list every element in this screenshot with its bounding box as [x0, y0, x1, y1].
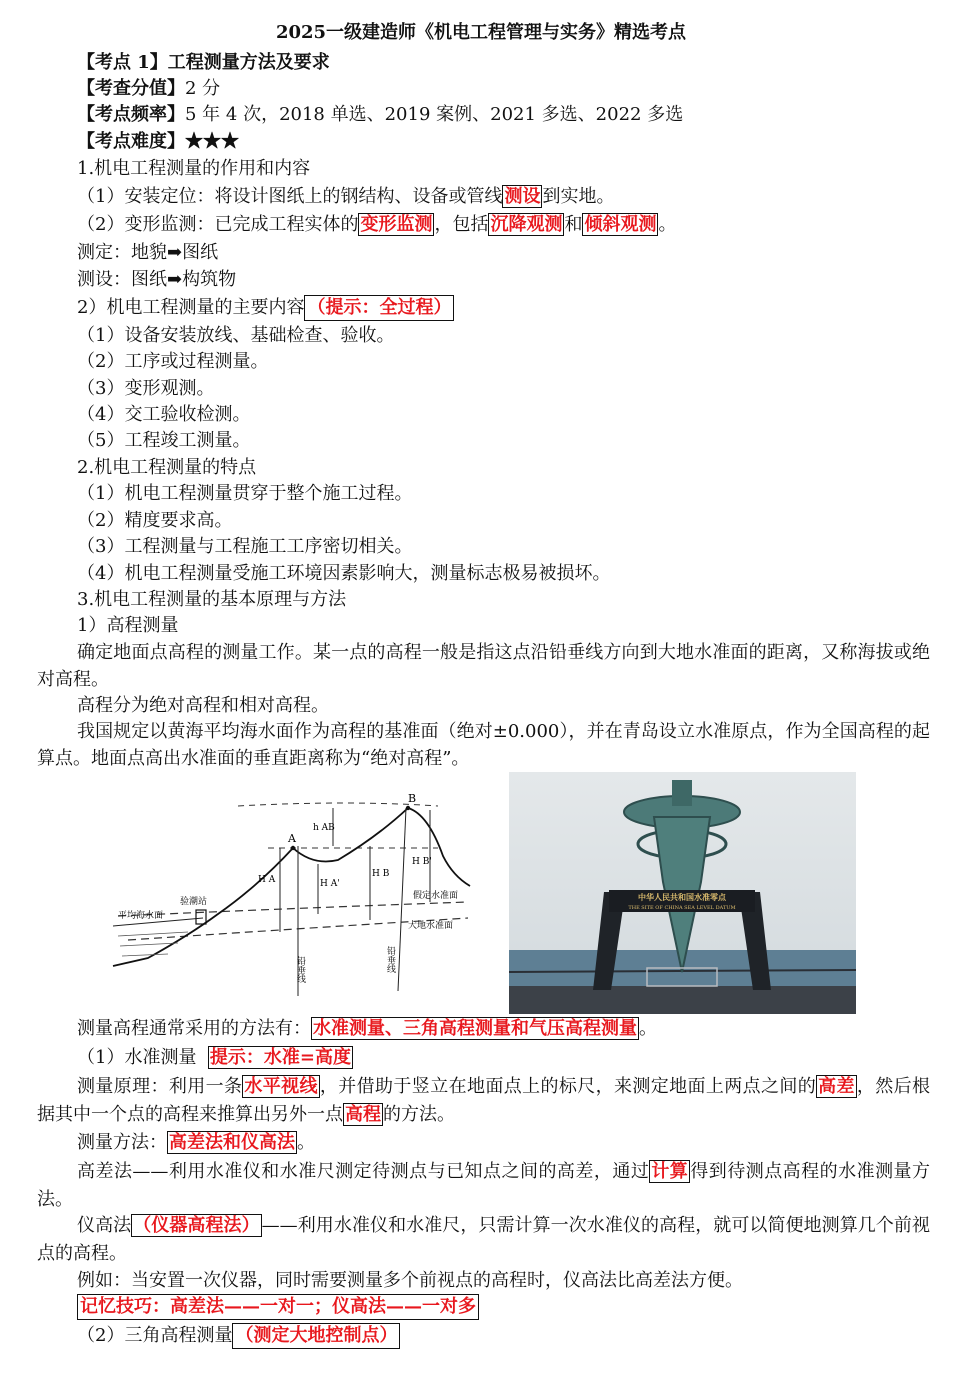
method-tail: 。: [297, 1132, 315, 1153]
label-assumed-datum: 假定水准面: [413, 891, 459, 901]
label-plumb-1: 铅垂线: [295, 956, 305, 983]
highlight-height-diff: 高差: [818, 1076, 855, 1097]
label-ha: H A: [258, 875, 276, 885]
highlight-tilt: 倾斜观测: [584, 214, 657, 235]
datum-monument-photo: [509, 772, 856, 1014]
paragraph-datum: 我国规定以黄海平均海水面作为高程的基准面（绝对±0.000），并在青岛设立水准原点，作为全国高程的起算点。地面点高出水准面的垂直距离称为“绝对高程”。: [37, 721, 930, 769]
principle-text-a: 测量原理：利用一条: [77, 1076, 243, 1097]
section-3-title: 3.机电工程测量的基本原理与方法: [77, 589, 347, 610]
inst-text-a: 仪高法: [77, 1215, 132, 1236]
paragraph-example: 例如：当安置一次仪器，同时需要测量多个前视点的高程时，仪高法比高差法方便。: [77, 1270, 743, 1291]
label-hb2: H B': [412, 857, 432, 867]
highlight-deformation: 变形监测: [360, 214, 433, 235]
monument-sign-cn: 中华人民共和国水准零点: [638, 892, 726, 902]
label-hab: h AB: [313, 823, 335, 833]
kp-heading: 【考点 1】工程测量方法及要求: [77, 52, 330, 73]
water-hatch: [118, 932, 188, 956]
freq-label: 【考点频率】: [77, 104, 185, 125]
paragraph-principle: [37, 1073, 930, 1129]
difficulty-line: [77, 129, 239, 155]
highlight-horizontal-sight: 水平视线: [244, 1076, 318, 1097]
diff-method-text-a: 高差法——利用水准仪和水准尺测定待测点与已知点之间的高差，通过: [77, 1161, 650, 1182]
point-a: [291, 846, 295, 850]
measure-fix-line: 测定：地貌➡图纸: [77, 242, 219, 263]
monument-sign-en: THE SITE OF CHINA SEA LEVEL DATUM: [628, 905, 736, 911]
elevation-diagram: [108, 786, 480, 1008]
document-title: 2025一级建造师《机电工程管理与实务》精选考点: [275, 22, 687, 43]
label-geoid: 大地水准面: [408, 921, 454, 931]
list-item: （4）交工验收检测。: [77, 404, 251, 425]
section-1b-title: [77, 295, 454, 321]
method-2-title: [77, 1323, 400, 1349]
score-value: 2 分: [185, 78, 221, 99]
label-ha2: H A': [320, 879, 340, 889]
label-sea-level: 平均海水面: [118, 911, 164, 921]
freq-line: [77, 102, 683, 128]
methods-text: 测量高程通常采用的方法有：: [77, 1018, 311, 1039]
s1-l1-tail: 到实地。: [542, 186, 615, 207]
section-3-sub-1: 1）高程测量: [77, 615, 179, 636]
methods-tail: 。: [639, 1018, 657, 1039]
s1-l2-mid1: ，包括: [434, 214, 489, 235]
memory-tip: [77, 1294, 479, 1320]
highlight-two-methods: 高差法和仪高法: [169, 1132, 295, 1153]
paragraph-elevation-def: 确定地面点高程的测量工作。某一点的高程一般是指这点沿铅垂线方向到大地水准面的距离，又称海拔或绝对高程。: [37, 642, 930, 690]
highlight-instrument-height: （仪器高程法）: [133, 1215, 260, 1236]
principle-text-c: ，然后根据其中一个点的高程来推算出另外一点: [37, 1076, 931, 1125]
hint-level-height: 提示：水准=高度: [209, 1047, 351, 1068]
highlight-cesheh: 测设: [504, 186, 541, 207]
difficulty-stars: ★★★: [185, 131, 239, 152]
highlight-settlement: 沉降观测: [490, 214, 563, 235]
s1-l2-tail: 。: [658, 214, 677, 235]
highlight-elevation: 高程: [345, 1104, 381, 1125]
diff-method-text-b: 得到待测点高程的水准测量方法。: [37, 1161, 931, 1210]
hint-geodetic-control: （测定大地控制点）: [232, 1323, 400, 1349]
list-item: （2）精度要求高。: [77, 510, 233, 531]
m2-title-text: （2）三角高程测量: [77, 1325, 233, 1346]
list-item: （4）机电工程测量受施工环境因素影响大，测量标志极易被损坏。: [77, 563, 611, 584]
highlight-calculate: 计算: [651, 1161, 689, 1182]
inst-text-b: ——利用水准仪和水准尺，只需计算一次水准仪的高程，就可以简便地测算几个前视点的高程。: [37, 1215, 931, 1264]
assumed-datum-line: [118, 902, 468, 916]
method-text: 测量方法：: [77, 1132, 167, 1153]
highlight-memory-tip: 记忆技巧：高差法——一对一；仪高法——一对多: [77, 1294, 479, 1320]
section-1-title: 1.机电工程测量的作用和内容: [77, 158, 311, 179]
principle-text-d: 的方法。: [383, 1104, 455, 1125]
list-item: （5）工程竣工测量。: [77, 430, 251, 451]
point-b: [406, 806, 410, 810]
hint-full-process: （提示：全过程）: [304, 295, 454, 321]
label-hb: H B: [372, 869, 390, 879]
monument-finial: [672, 780, 692, 806]
freq-value: 5 年 4 次，2018 单选、2019 案例、2021 多选、2022 多选: [185, 104, 684, 125]
list-item: （3）工程测量与工程施工工序密切相关。: [77, 536, 413, 557]
paragraph-elevation-types: 高程分为绝对高程和相对高程。: [77, 695, 329, 716]
list-item: （1）机电工程测量贯穿于整个施工过程。: [77, 483, 413, 504]
methods-line: [77, 1016, 657, 1042]
measure-set-line: 测设：图纸➡构筑物: [77, 269, 237, 290]
principle-text-b: ，并借助于竖立在地面点上的标尺，来测定地面上两点之间的: [319, 1076, 817, 1097]
list-item: （1）设备安装放线、基础检查、验收。: [77, 325, 395, 346]
s1-l1-text: （1）安装定位：将设计图纸上的钢结构、设备或管线: [77, 186, 503, 207]
highlight-methods: 水准测量、三角高程测量和气压高程测量: [313, 1018, 637, 1039]
ground: [509, 986, 856, 1014]
plumb-line-b: [398, 808, 406, 991]
method-1-title: [77, 1045, 353, 1071]
list-item: （2）工序或过程测量。: [77, 351, 269, 372]
score-label: 【考查分值】: [77, 78, 185, 99]
section-1-item-1: [77, 184, 614, 210]
paragraph-method: [37, 1129, 930, 1156]
s1-l2-mid2: 和: [564, 214, 583, 235]
label-a: A: [288, 832, 296, 845]
score-line: [77, 76, 220, 102]
label-station: 验潮站: [180, 897, 208, 907]
paragraph-instrument-method: [37, 1212, 930, 1268]
section-2-title: 2.机电工程测量的特点: [77, 457, 257, 478]
paragraph-height-diff-method: [37, 1158, 930, 1214]
label-b: B: [408, 792, 417, 805]
section-1-item-2: [77, 212, 676, 238]
m1-title-text: （1）水准测量: [77, 1047, 197, 1068]
s1-l2-text: （2）变形监测：已完成工程实体的: [77, 214, 359, 235]
s1b-title-text: 2）机电工程测量的主要内容: [77, 297, 305, 318]
difficulty-label: 【考点难度】: [77, 131, 185, 152]
label-plumb-2: 铅垂线: [385, 946, 395, 973]
list-item: （3）变形观测。: [77, 378, 215, 399]
